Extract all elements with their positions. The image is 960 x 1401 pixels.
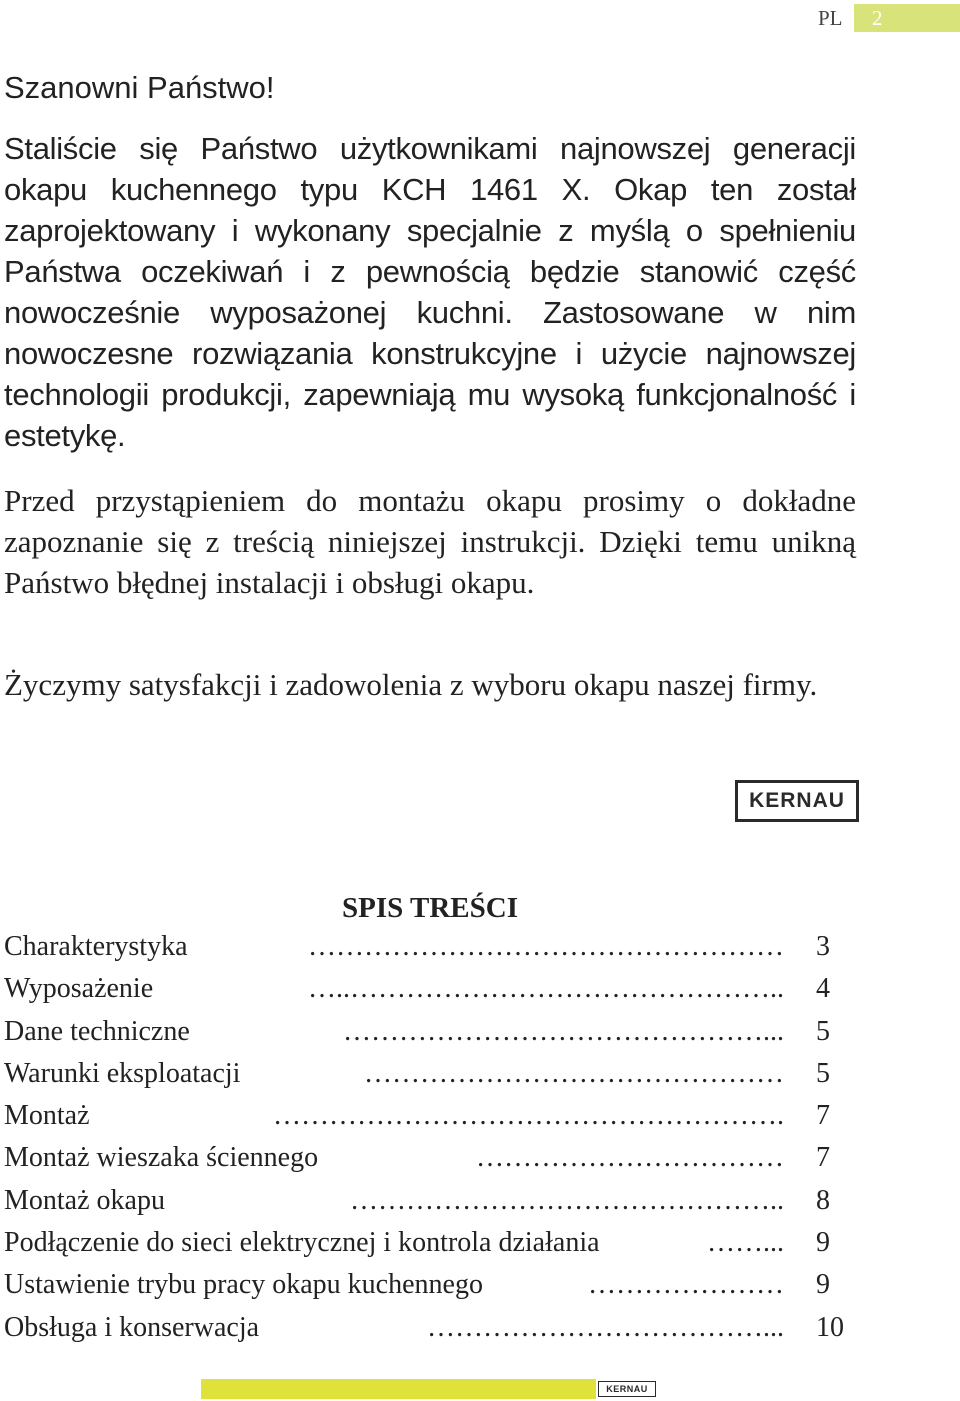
intro-paragraph: Staliście się Państwo użytkownikami najnowszej generacji okapu kuchennego typu KCH 1461 X. Okap ten został zaprojektowany i wykonany specjalnie z myślą o spełnieniu Państwa oczekiwań i z pewnością będzie stanowić część nowocześnie wyposażonej kuchni. Zastosowane w nim nowoczesne rozwiązania konstrukcyjne i użycie najnowszej technologii produkcji, zapewniają mu wysoką funkcjonalność i estetykę. xyxy=(4,131,856,453)
toc-entry-page: 4 xyxy=(816,973,830,1005)
footer-accent-bar xyxy=(201,1379,596,1399)
toc-entry-label: Ustawienie trybu pracy okapu kuchennego xyxy=(4,1269,483,1301)
kernau-logo: KERNAU xyxy=(735,780,859,822)
toc-entry-label: Dane techniczne xyxy=(4,1015,190,1047)
toc-entry[interactable] xyxy=(4,1011,844,1053)
toc-title: SPIS TREŚCI xyxy=(342,892,518,924)
page-header xyxy=(818,4,960,32)
toc-entry[interactable] xyxy=(4,1222,844,1264)
toc-leader: ………………………………………... xyxy=(343,1015,784,1047)
toc-leader: ………………… xyxy=(588,1269,784,1301)
toc-entry[interactable] xyxy=(4,926,844,968)
language-label: PL xyxy=(818,6,843,30)
toc-leader: ………………………………………………. xyxy=(273,1100,784,1132)
toc-leader: ……………………………………… xyxy=(364,1057,784,1089)
toc-entry[interactable] xyxy=(4,1095,844,1137)
toc-entry[interactable] xyxy=(4,1180,844,1222)
greeting: Szanowni Państwo! xyxy=(4,70,275,105)
page-number: 2 xyxy=(872,6,883,30)
toc-entry-page: 7 xyxy=(816,1100,830,1132)
toc-entry-label: Podłączenie do sieci elektrycznej i kontrola działania xyxy=(4,1227,600,1259)
toc-leader: …..……………………………………….. xyxy=(308,973,784,1005)
toc-leader: ……………………………………….. xyxy=(350,1184,784,1216)
toc-entry-label: Charakterystyka xyxy=(4,931,188,962)
footer-kernau-logo: KERNAU xyxy=(598,1381,656,1397)
toc-entry-label: Montaż wieszaka ściennego xyxy=(4,1142,319,1174)
wishes-paragraph: Życzymy satysfakcji i zadowolenia z wyboru okapu naszej firmy. xyxy=(4,667,818,702)
toc-leader: ……... xyxy=(707,1227,784,1259)
toc-entry-page: 5 xyxy=(816,1015,830,1047)
instruction-paragraph: Przed przystąpieniem do montażu okapu prosimy o dokładne zapoznanie się z treścią niniejszej instrukcji. Dzięki temu unikną Państwo błędnej instalacji i obsługi okapu. xyxy=(4,483,856,600)
toc-entry[interactable] xyxy=(4,1137,844,1179)
toc-entry-label: Montaż xyxy=(4,1100,90,1132)
page-number-box xyxy=(854,4,960,32)
toc-entry-page: 8 xyxy=(816,1184,830,1216)
toc-entry-page: 7 xyxy=(816,1142,830,1174)
toc-entry-label: Warunki eksploatacji xyxy=(4,1057,241,1089)
toc-leader: ………………………………... xyxy=(427,1311,784,1343)
toc-leader: …………………………………………… xyxy=(308,931,784,962)
toc-entry-page: 9 xyxy=(816,1269,830,1301)
toc-entry-page: 9 xyxy=(816,1227,830,1259)
toc-entry-label: Montaż okapu xyxy=(4,1184,165,1216)
toc-leader: …………………………… xyxy=(476,1142,784,1174)
table-of-contents xyxy=(4,926,844,1349)
toc-entry-label: Wyposażenie xyxy=(4,973,154,1005)
toc-entry-page: 10 xyxy=(816,1311,844,1343)
toc-entry[interactable] xyxy=(4,968,844,1010)
toc-entry-page: 3 xyxy=(816,931,830,962)
toc-entry-page: 5 xyxy=(816,1057,830,1089)
toc-entry[interactable] xyxy=(4,1307,844,1349)
toc-entry-label: Obsługa i konserwacja xyxy=(4,1311,260,1343)
toc-entry[interactable] xyxy=(4,1053,844,1095)
toc-entry[interactable] xyxy=(4,1264,844,1306)
